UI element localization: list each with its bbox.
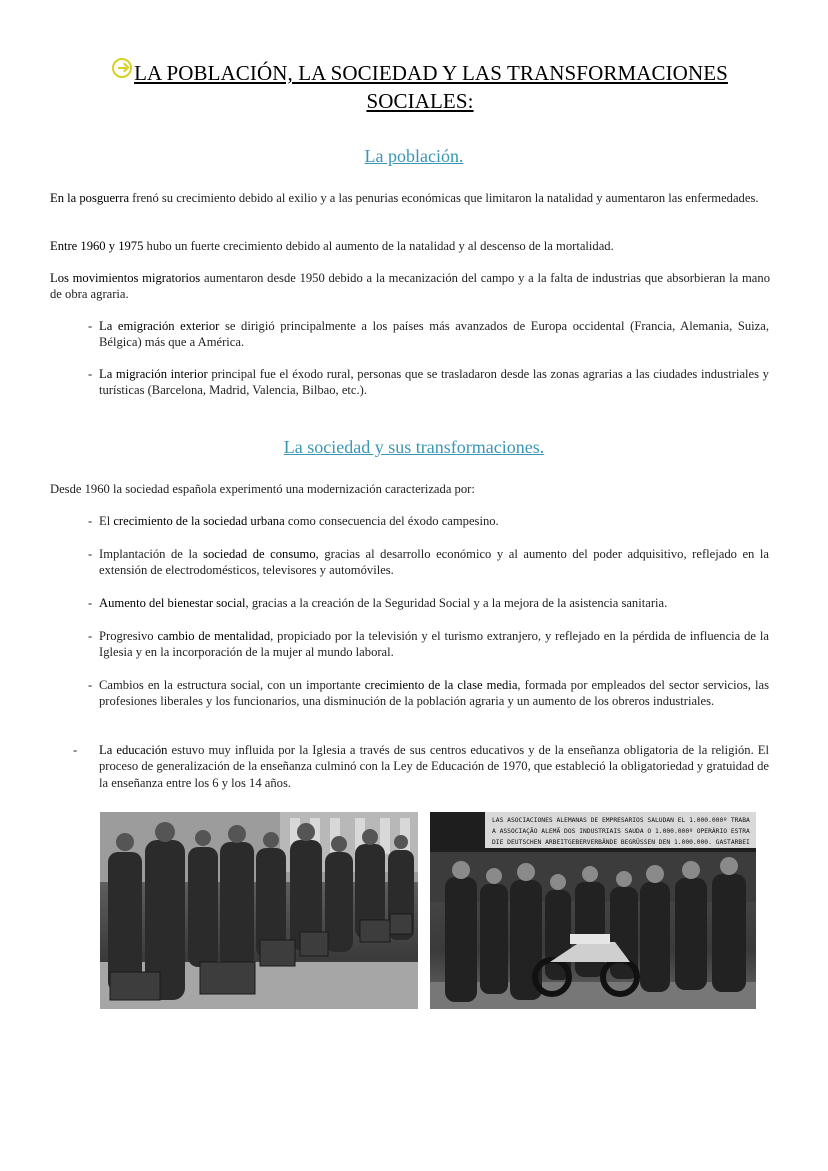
- sign-line-1: LAS ASOCIACIONES ALEMANAS DE EMPRESARIOS SALUDAN EL 1.000.000º TRABA: [492, 817, 750, 824]
- list-dash: -: [88, 514, 93, 528]
- list-item-sociedad-consumo: Implantación de la sociedad de consumo, gracias al desarrollo económico y al aumento del poder adquisitivo, reflejado en la extensión de electrodomésticos, televisores y automóviles.: [99, 547, 769, 578]
- list-item-estructura-social: Cambios en la estructura social, con un importante crecimiento de la clase media, formada por empleados del sector servicios, las profesiones liberales y los funcionarios, una disminución de la población agraria y un aumento de los obreros industriales.: [99, 678, 769, 709]
- gastarbeiter-illustration: [430, 812, 756, 1009]
- emigrants-photo: [100, 812, 418, 1009]
- arrow-circle-icon: [112, 58, 132, 78]
- paragraph-posguerra: En la posguerra frenó su crecimiento debido al exilio y a las penurias económicas que limitaron la natalidad y aumentaron las enfermedades.: [50, 191, 759, 205]
- paragraph-movimientos: Los movimientos migratorios aumentaron desde 1950 debido a la mecanización del campo y a la falta de industrias que absorbieran la mano de obra agraria.: [50, 271, 770, 302]
- list-item-bienestar: Aumento del bienestar social, gracias a la creación de la Seguridad Social y a la mejora de la asistencia sanitaria.: [99, 596, 668, 610]
- sign-line-3: DIE DEUTSCHEN ARBEITGEBERVERBÄNDE BEGRÜSSEN DEN 1.000.000. GASTARBEI: [492, 839, 750, 846]
- paragraph-1960-1975: Entre 1960 y 1975 hubo un fuerte crecimiento debido al aumento de la natalidad y al descenso de la mortalidad.: [50, 239, 614, 253]
- list-item-migracion-interior: La migración interior principal fue el éxodo rural, personas que se trasladaron desde las zonas agrarias a las ciudades industriales y turísticas (Barcelona, Madrid, Valencia, Bilbao, etc.).: [99, 367, 769, 398]
- document-title: LA POBLACIÓN, LA SOCIEDAD Y LAS TRANSFORMACIONES SOCIALES:: [70, 58, 770, 115]
- list-dash: -: [88, 367, 93, 381]
- list-dash: -: [88, 319, 93, 333]
- emigrants-illustration: [100, 812, 418, 1009]
- list-dash: -: [88, 678, 93, 692]
- list-item-emigracion: La emigración exterior se dirigió principalmente a los países más avanzados de Europa occidental (Francia, Alemania, Suiza, Bélgica) más que a América.: [99, 319, 769, 350]
- list-item-mentalidad: Progresivo cambio de mentalidad, propiciado por la televisión y el turismo extranjero, y reflejado en la pérdida de influencia de la Iglesia y en la incorporación de la mujer al mundo laboral.: [99, 629, 769, 660]
- paragraph-intro-sociedad: Desde 1960 la sociedad española experimentó una modernización caracterizada por:: [50, 482, 475, 496]
- list-dash: -: [73, 743, 78, 757]
- sign-line-2: A ASSOCIAÇÃO ALEMÃ DOS INDUSTRIAIS SAUDA O 1.000.000º OPERÁRIO ESTRA: [492, 828, 750, 835]
- section-heading-sociedad: La sociedad y sus transformaciones.: [283, 437, 545, 457]
- list-dash: -: [88, 547, 93, 561]
- list-item-sociedad-urbana: El crecimiento de la sociedad urbana como consecuencia del éxodo campesino.: [99, 514, 499, 528]
- list-item-educacion: La educación estuvo muy influida por la Iglesia a través de sus centros educativos y de la enseñanza obligatoria de la religión. El proceso de generalización de la enseñanza culminó con la Ley de Educación de 1970, que estableció la obligatoriedad y gratuidad de la enseñanza entre los 6 y los 14 años.: [99, 743, 769, 790]
- gastarbeiter-photo: [430, 812, 756, 1009]
- section-heading-poblacion: La población.: [364, 146, 464, 166]
- list-dash: -: [88, 596, 93, 610]
- list-dash: -: [88, 629, 93, 643]
